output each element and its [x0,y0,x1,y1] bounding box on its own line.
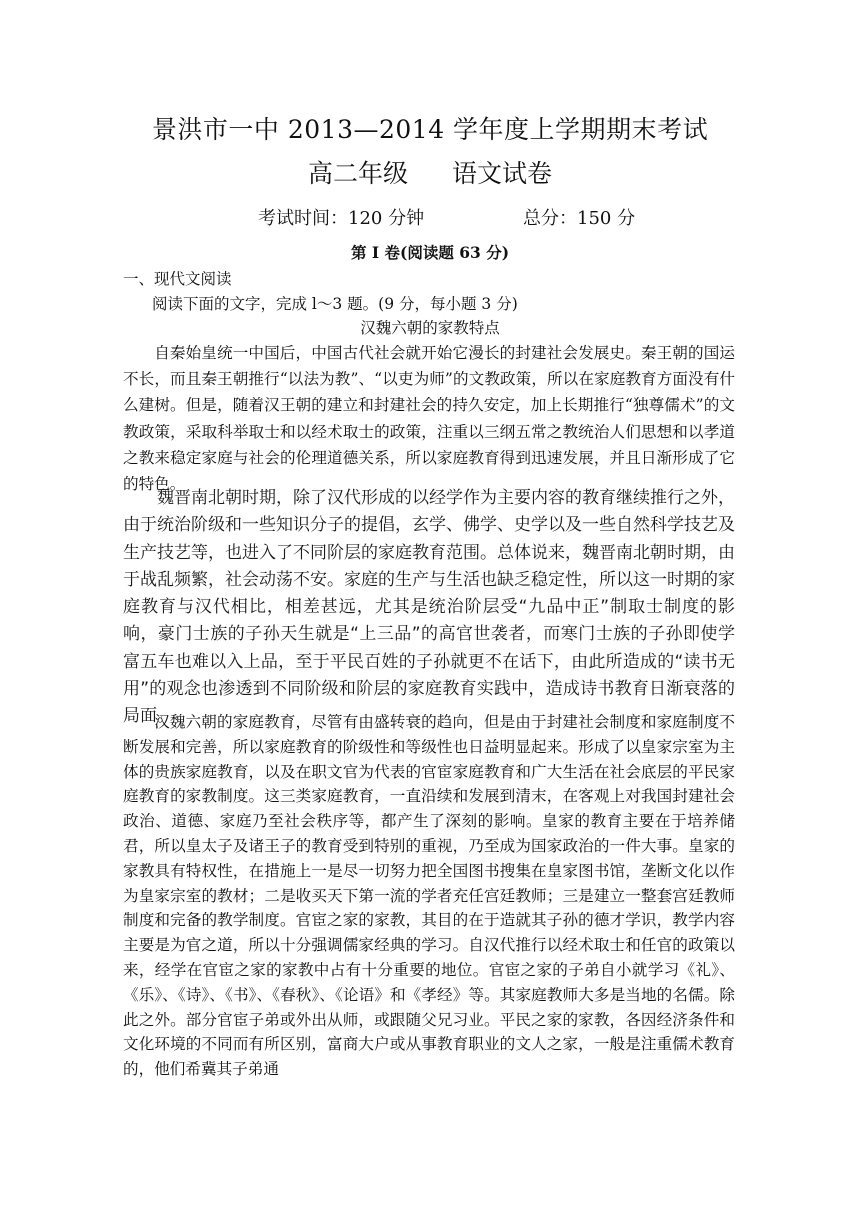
article-paragraph: 汉魏六朝的家庭教育，尽管有由盛转衰的趋向，但是由于封建社会制度和家庭制度不断发展和完善，所以家庭教育的阶级性和等级性也日益明显起来。形成了以皇家宗室为主体的贵族家庭教育，以及在职文官为代表的官宦家庭教育和广大生活在社会底层的平民家庭教育的家教制度。这三类家庭教育，一直沿续和发展到清末，在客观上对我国封建社会政治、道德、家庭乃至社会秩序等，都产生了深刻的影响。皇家的教育主要在于培养储君，所以皇太子及诸王子的教育受到特别的重视，乃至成为国家政治的一件大事。皇家的家教具有特权性，在措施上一是尽一切努力把全国图书搜集在皇家图书馆，垄断文化以作为皇家宗室的教材；二是收买天下第一流的学者充任宫廷教师；三是建立一整套宫廷教师制度和完备的教学制度。官宦之家的家教，其目的在于造就其子孙的德才学识，教学内容主要是为官之道，所以十分强调儒家经典的学习。自汉代推行以经术取士和任官的政策以来，经学在官宦之家的家教中占有十分重要的地位。官宦之家的子弟自小就学习《礼》、《乐》、《诗》、《书》、《春秋》、《论语》和《孝经》等。其家庭教师大多是当地的名儒。除此之外。部分官宦子弟或外出从师，或跟随父兄习业。平民之家的家教，各因经济条件和文化环境的不同而有所区别，富商大户或从事教育职业的文人之家，一般是注重儒术教育的，他们希冀其子弟通 [123,713,735,1079]
exam-time: 考试时间：120 分钟 [258,208,425,229]
exam-subtitle [0,154,860,190]
article-paragraph: 自秦始皇统一中国后，中国古代社会就开始它漫长的封建社会发展史。秦王朝的国运不长，而且秦王朝推行“以法为教”、“以吏为师”的文教政策，所以在家庭教育方面没有什么建树。但是，随着汉王朝的建立和封建社会的持久安定，加上长期推行“独尊儒术”的文教政策，采取科举取士和以经术取士的政策，注重以三纲五常之教统治人们思想和以孝道之教来稳定家庭与社会的伦理道德关系，所以家庭教育得到迅速发展，并且日渐形成了它的特色。 [123,344,735,494]
part-heading: 一、现代文阅读 [123,270,232,288]
section-title: 第 I 卷(阅读题 63 分) [350,243,510,262]
subject-label: 语文试卷 [452,159,553,188]
exam-title: 景洪市一中 2013—2014 学年度上学期期末考试 [151,115,709,144]
article-title: 汉魏六朝的家教特点 [360,319,500,337]
grade-label: 高二年级 [307,159,408,188]
total-score: 总分：150 分 [523,208,636,229]
article-paragraph: 魏晋南北朝时期，除了汉代形成的以经学作为主要内容的教育继续推行之外，由于统治阶级和一些知识分子的提倡，玄学、佛学、史学以及一些自然科学技艺及生产技艺等，也进入了不同阶层的家庭教育范围。总体说来，魏晋南北朝时期，由于战乱频繁，社会动荡不安。家庭的生产与生活也缺乏稳定性，所以这一时期的家庭教育与汉代相比，相差甚远，尤其是统治阶层受“九品中正”制取士制度的影响，豪门士族的子孙天生就是“上三品”的高官世袭者，而寒门士族的子孙即使学富五车也难以入上品，至于平民百姓的子孙就更不在话下，由此所造成的“读书无用”的观念也渗透到不同阶级和阶层的家庭教育实践中，造成诗书教育日渐衰落的局面。 [123,488,735,727]
instruction-text: 阅读下面的文字，完成 l～3 题。(9 分，每小题 3 分) [152,295,518,313]
